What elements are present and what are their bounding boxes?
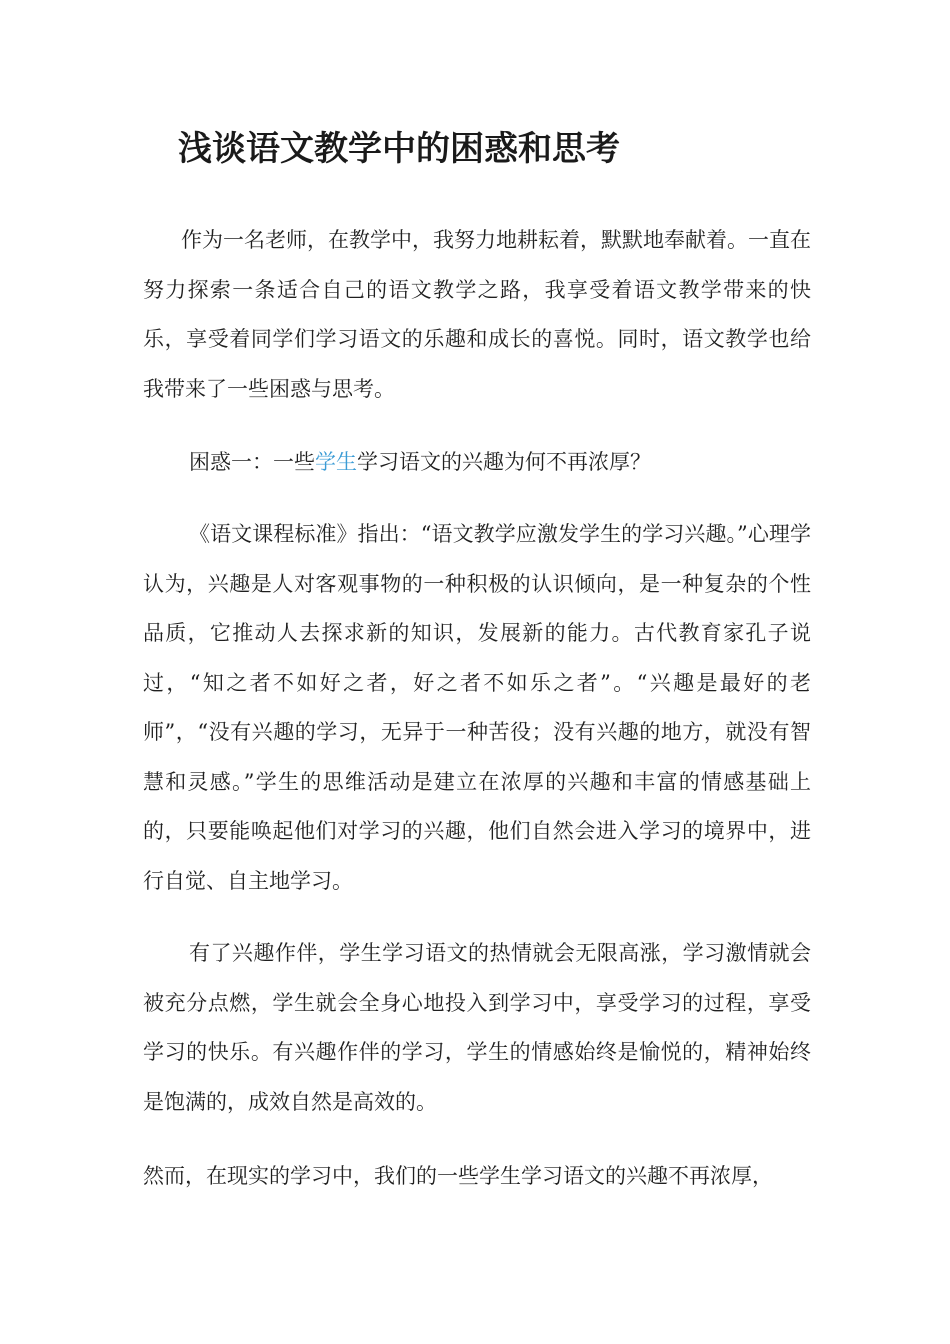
paragraph-intro: 作为一名老师，在教学中，我努力地耕耘着，默默地奉献着。一直在努力探索一条适合自己的语文教学之路，我享受着语文教学带来的快乐，享受着同学们学习语文的乐趣和成长的喜悦。同时，语文教学也给我带来了一些困惑与思考。 (143, 228, 811, 401)
document-title: 浅谈语文教学中的困惑和思考 (178, 129, 620, 169)
paragraph-interest-companion: 有了兴趣作伴，学生学习语文的热情就会无限高涨，学习激情就会被充分点燃，学生就会全身心地投入到学习中，享受学习的过程，享受学习的快乐。有兴趣作伴的学习，学生的情感始终是愉悦的，精神始终是饱满的，成效自然是高效的。 (143, 941, 811, 1114)
paragraph-question-one (143, 438, 811, 488)
question-text-after: 学习语文的兴趣为何不再浓厚？ (357, 450, 651, 474)
paragraph-however: 然而，在现实的学习中，我们的一些学生学习语文的兴趣不再浓厚， (143, 1164, 773, 1188)
student-link[interactable]: 学生 (315, 450, 357, 474)
paragraph-curriculum-standard: 《语文课程标准》指出：“语文教学应激发学生的学习兴趣。”心理学认为，兴趣是人对客观事物的一种积极的认识倾向，是一种复杂的个性品质，它推动人去探求新的知识，发展新的能力。古代教育家孔子说过，“知之者不如好之者，好之者不如乐之者”。“兴趣是最好的老师”，“没有兴趣的学习，无异于一种苦役；没有兴趣的地方，就没有智慧和灵感。”学生的思维活动是建立在浓厚的兴趣和丰富的情感基础上的，只要能唤起他们对学习的兴趣，他们自然会进入学习的境界中，进行自觉、自主地学习。 (143, 522, 811, 893)
question-text-before: 困惑一：一些 (189, 450, 315, 474)
